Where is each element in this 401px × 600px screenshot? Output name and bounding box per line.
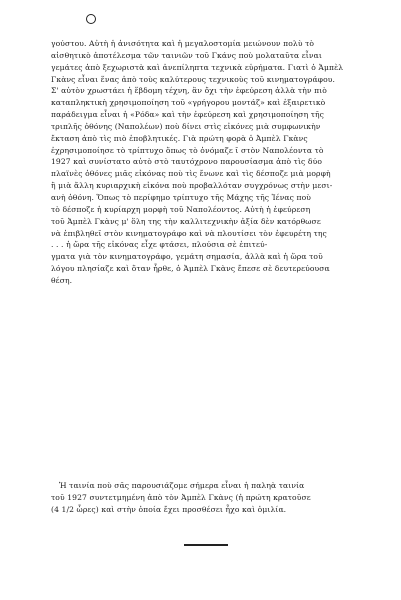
text-line: τριπλῆς ὀθόνης (Ναπολέων) ποὺ δίνει στὶς εἰκόνες μιὰ συμφωνικὴν (51, 121, 321, 131)
text-line: τοῦ Ἀμπὲλ Γκὰνς μ' ὅλη της τὴν καλλιτεχνικὴν ἀξία δὲν κατόρθωσε (51, 216, 321, 226)
text-line: τοῦ 1927 συντετμημένη ἀπὸ τὸν Ἀμπὲλ Γκὰνς (ἡ πρώτη κρατοῦσε (51, 492, 311, 502)
text-line: τὸ δέσποζε ἡ κυρίαρχη μορφὴ τοῦ Ναπολέοντος. Αὐτὴ ἡ ἐφεύρεση (51, 204, 311, 214)
text-line: γματα γιὰ τὸν κινηματογράφο, γεμάτη σημασία, ἀλλὰ καὶ ἡ ὥρα τοῦ (51, 252, 323, 262)
text-line: γεμάτες ἀπὸ ξεχωριστὰ καὶ ἀνεπίληπτα τεχνικὰ εὑρήματα. Γιατὶ ὁ Ἀμπὲλ (51, 62, 344, 72)
text-line: ανὴ ὀθόνη. Ὅπως τὸ περίφημο τρίπτυχο τῆς Μάχης τῆς Ἰένας ποὺ (51, 192, 312, 202)
text-line: 1927 καὶ συνίστατο αὐτὸ στὸ ταυτόχρονο παρουσίασμα ἀπὸ τὶς δύο (51, 157, 322, 167)
text-line: γούστου. Αὐτὴ ἡ ἀνισότητα καὶ ἡ μεγαλοστομία μειώνουν πολὺ τὸ (51, 39, 315, 48)
text-line: αἰσθητικὸ ἀποτέλεσμα τῶν ταινιῶν τοῦ Γκάνς ποὺ μολαταῦτα εἶναι (51, 50, 322, 60)
text-line: Γκὰνς εἶναι ἕνας ἀπὸ τοὺς καλύτερους τεχνικοὺς τοῦ κινηματογράφου. (51, 74, 335, 84)
end-rule-divider (184, 544, 228, 546)
text-line: παράδειγμα εἶναι ἡ «Ρόδα» καὶ τὴν ἐφεύρεση καὶ χρησιμοποίηση τῆς (51, 110, 325, 120)
text-line: ἢ μιὰ ἄλλη κυριαρχικὴ εἰκόνα ποὺ προβαλλόταν συγχρόνως στὴν μεσι- (51, 181, 333, 191)
paragraph-main (51, 38, 381, 287)
punch-hole-icon (86, 14, 96, 24)
text-line: λόγου πλησίαζε καὶ ὅταν ἦρθε, ὁ Ἀμπὲλ Γκὰνς ἔπεσε σὲ δευτερεύουσα (51, 264, 330, 274)
text-line: θέση. (51, 275, 73, 285)
text-line: ἐχρησιμοποίησε τὸ τρίπτυχο ὅπως τὸ ὀνόμαζε ῖ στὸν Ναπολέοντα τὸ (51, 145, 324, 155)
paragraph-closing (51, 480, 381, 516)
text-line: Ἡ ταινία ποὺ σᾶς παρουσιάζομε σήμερα εἶναι ἡ παληὰ ταινία (59, 481, 305, 490)
text-line: . . . ἡ ὥρα τῆς εἰκόνας εἶχε φτάσει, πλούσια σὲ ἐπιτεύ- (51, 240, 268, 250)
text-line: πλαϊνὲς ὀθόνες μιᾶς εἰκόνας ποὺ τὶς ἔνωνε καὶ τὶς δέσποζε μιὰ μορφὴ (51, 169, 331, 179)
paragraph-1 (51, 38, 381, 287)
paragraph-2 (51, 480, 381, 516)
text-line: Σ' αὐτὸν χρωστάει ἡ ἕβδομη τέχνη, ἂν ὄχι τὴν ἐφεύρεση ἀλλὰ τὴν πιὸ (51, 86, 327, 96)
text-line: (4 1/2 ὧρες) καὶ στὴν ὁποία ἔχει προσθέσει ἦχο καὶ ὁμιλία. (51, 504, 287, 514)
text-line: ἔκταση ἀπὸ τὶς πιὸ ἐποβλητικές. Γιὰ πρώτη φορὰ ὁ Ἀμπὲλ Γκὰνς (51, 133, 308, 143)
text-line: νὰ ἐπιβληθεῖ στὸν κινηματογράφο καὶ νὰ πλουτίσει τὸν ἐφευρέτη της (51, 228, 327, 238)
text-line: καταπληκτικὴ χρησιμοποίηση τοῦ «γρήγορου μοντάζ» καὶ ἐξαιρετικὸ (51, 98, 326, 108)
